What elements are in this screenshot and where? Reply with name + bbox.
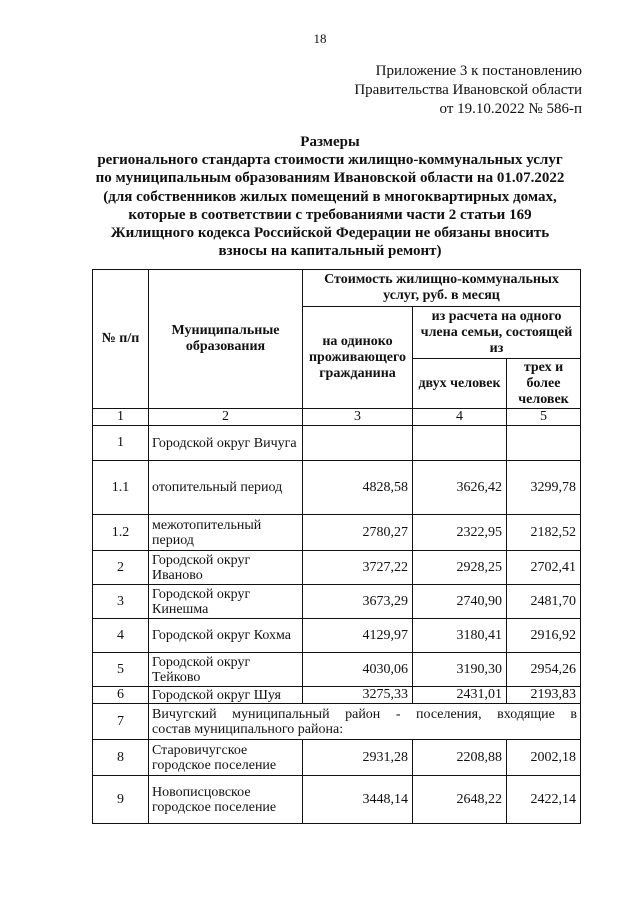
row-two-cost: 3190,30 [413, 653, 507, 687]
row-num: 5 [93, 653, 149, 687]
title-line: (для собственников жилых помещений в многоквартирных домах, [103, 188, 557, 205]
row-single-cost: 3448,14 [303, 776, 413, 824]
row-num: 6 [93, 687, 149, 704]
table-row [93, 585, 581, 619]
row-two-cost: 2208,88 [413, 740, 507, 776]
row-two-cost: 2740,90 [413, 585, 507, 619]
row-two-cost [413, 426, 507, 461]
row-name-line: Вичугский муниципальный район - поселения, входящие в [152, 706, 578, 722]
row-two-cost: 2322,95 [413, 515, 507, 551]
cost-standard-table [92, 269, 581, 824]
row-two-cost: 2431,01 [413, 687, 507, 704]
row-single-cost: 4129,97 [303, 619, 413, 653]
row-single-cost: 2931,28 [303, 740, 413, 776]
table-row [93, 776, 581, 824]
row-num: 1 [93, 426, 149, 461]
column-number: 5 [507, 409, 581, 426]
title-line: Размеры [300, 134, 360, 150]
row-two-cost: 3180,41 [413, 619, 507, 653]
table-row [93, 551, 581, 585]
column-number: 2 [149, 409, 303, 426]
row-three-cost: 2182,52 [507, 515, 581, 551]
row-name: Городской округ Шуя [149, 687, 303, 704]
row-name: Городской округ Кохма [149, 619, 303, 653]
appendix-line: Правительства Ивановской области [354, 82, 582, 98]
row-num: 8 [93, 740, 149, 776]
row-three-cost: 2702,41 [507, 551, 581, 585]
row-num: 1.1 [93, 461, 149, 515]
row-two-cost: 2928,25 [413, 551, 507, 585]
table-row [93, 687, 581, 704]
row-name: Городской округ Тейково [149, 653, 303, 687]
header-three: трех и более человек [507, 359, 581, 409]
row-name: Городской округ Кинешма [149, 585, 303, 619]
row-three-cost: 2954,26 [507, 653, 581, 687]
header-per-member: из расчета на одного члена семьи, состоящей из [413, 307, 581, 359]
row-single-cost: 4828,58 [303, 461, 413, 515]
row-name: Старовичугское городское поселение [149, 740, 303, 776]
row-three-cost [507, 426, 581, 461]
row-three-cost: 2422,14 [507, 776, 581, 824]
row-three-cost: 2481,70 [507, 585, 581, 619]
title-line: взносы на капитальный ремонт) [218, 243, 442, 260]
appendix-line: Приложение 3 к постановлению [375, 63, 582, 79]
table-row [93, 740, 581, 776]
row-three-cost: 3299,78 [507, 461, 581, 515]
table-row [93, 619, 581, 653]
header-num: № п/п [93, 270, 149, 409]
header-single: на одиноко проживающего гражданина [303, 307, 413, 409]
title-line: по муниципальным образованиям Ивановской области на 01.07.2022 [95, 170, 565, 187]
row-num: 3 [93, 585, 149, 619]
row-num: 4 [93, 619, 149, 653]
row-two-cost: 3626,42 [413, 461, 507, 515]
row-single-cost: 3727,22 [303, 551, 413, 585]
column-number: 4 [413, 409, 507, 426]
row-three-cost: 2193,83 [507, 687, 581, 704]
row-name: Городской округ Вичуга [149, 426, 303, 461]
row-num: 2 [93, 551, 149, 585]
row-three-cost: 2916,92 [507, 619, 581, 653]
row-single-cost: 3275,33 [303, 687, 413, 704]
row-single-cost [303, 426, 413, 461]
row-three-cost: 2002,18 [507, 740, 581, 776]
row-name: межотопительный период [149, 515, 303, 551]
appendix-line: от 19.10.2022 № 586-п [439, 101, 582, 117]
column-number: 3 [303, 409, 413, 426]
row-name-line: состав муниципального района: [152, 721, 344, 737]
row-two-cost: 2648,22 [413, 776, 507, 824]
column-number: 1 [93, 409, 149, 426]
table-row [93, 461, 581, 515]
table-row [93, 515, 581, 551]
table-row [93, 704, 581, 740]
row-name: Новописцовское городское поселение [149, 776, 303, 824]
document-title [80, 133, 580, 260]
title-line: регионального стандарта стоимости жилищно-коммунальных услуг [97, 152, 563, 169]
appendix-reference [354, 62, 582, 119]
row-single-cost: 3673,29 [303, 585, 413, 619]
page-number: 18 [313, 31, 327, 46]
title-line: которые в соответствии с требованиями части 2 статьи 169 [128, 206, 532, 223]
table-row [93, 653, 581, 687]
row-single-cost: 4030,06 [303, 653, 413, 687]
header-cost: Стоимость жилищно-коммунальных услуг, руб. в месяц [303, 270, 581, 307]
row-single-cost: 2780,27 [303, 515, 413, 551]
row-num: 1.2 [93, 515, 149, 551]
table-row [93, 426, 581, 461]
row-name [149, 704, 581, 740]
title-line: Жилищного кодекса Российской Федерации не обязаны вносить [110, 225, 550, 242]
row-name: отопительный период [149, 461, 303, 515]
row-num: 7 [93, 704, 149, 740]
row-num: 9 [93, 776, 149, 824]
row-name: Городской округ Иваново [149, 551, 303, 585]
header-municipality: Муниципальные образования [149, 270, 303, 409]
header-two: двух человек [413, 359, 507, 409]
